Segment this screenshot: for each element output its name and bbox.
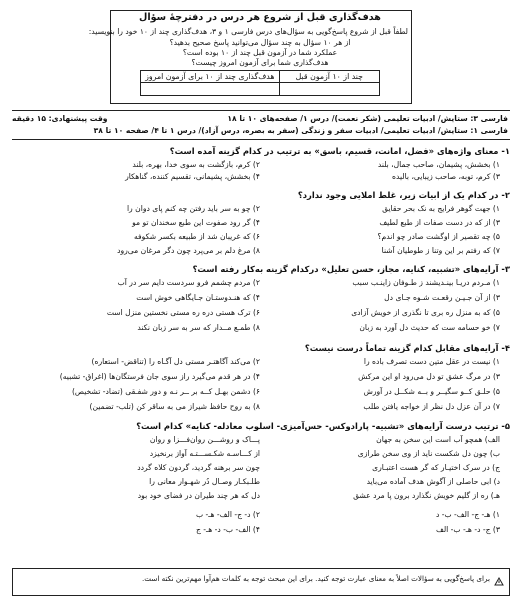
divider-info: [12, 139, 510, 140]
question-4-stem: ۴- آرایه‌های مقابل کدام گزینه تماماً درست نیست؟: [304, 343, 510, 353]
question-4-option-3b: ۶) دشمن بهـل کــه بر ــر نـه و دور شفـقی (تضاد- تشخیص): [71, 387, 260, 396]
question-3-option-1[interactable]: ۱) مـردم دریـا بینـدیشند ز طـوفان زاینـب سبب: [352, 278, 500, 287]
question-1-option-1[interactable]: ۱) بخشش، پشیمان، صاحب جمال، بلند: [377, 160, 500, 169]
question-4-option-2b: ۴) در هر قدم می‌گیرد راز سوی جان فرستگان‌ها (اغراق- تشبیه): [59, 372, 260, 381]
question-4-option-2[interactable]: ۳) در مرگ عشق تو دل می‌رود او این مرکش: [358, 372, 500, 381]
question-2-stem: ۲- در کدام یک از ابیات زیر، غلط املایی وجود ندارد؟: [297, 190, 510, 200]
divider-top: [12, 110, 510, 111]
info-icon: [494, 572, 504, 582]
goal-setting-title: هدف‌گذاری قبل از شروع هر درس در دفترچهٔ سؤال: [139, 12, 381, 23]
question-1-option-3[interactable]: ۳) کرم، توبه، صاحب زیبایی، بالیده: [392, 172, 500, 181]
question-5-answer-2[interactable]: ۲) د- ج- الف- هـ- ب: [195, 510, 260, 519]
question-1-stem: ۱- معنای واژه‌های «فضل، امانت، قسیم، باسق» به ترتیب در کدام گزینه آمده است؟: [169, 146, 510, 156]
question-2-option-4[interactable]: ۷) که رفتم بر این وتنا ز طوطیان آشنا: [381, 246, 500, 255]
question-3-stem: ۳- آرایه‌های «تشبیه، کنایه، مجاز، حسن تعلیل» درکدام گزینه به‌کار رفته است؟: [192, 264, 510, 274]
goal-table: [140, 70, 380, 96]
question-1-option-4[interactable]: ۴) بخشش، پشیمانی، تقسیم کننده، گناهکار: [125, 172, 260, 181]
question-5-verse-d1: د) ابی حاصلی از آگوش هدف آماده می‌باید: [366, 477, 500, 486]
goal-setting-intro: لطفاً قبل از شروع پاسخ‌گویی به سؤال‌های درس فارسی ۱ و ۳، هدف‌گذاری چند از ۱۰ خود را بنویسید:: [88, 27, 408, 36]
goal-setting-question-2: عملکرد شما در آزمون قبل چند از ۱۰ بوده است؟: [182, 48, 338, 57]
question-3-option-2[interactable]: ۳) از آن جـیـن رقعـت شـوه جـای دل: [384, 293, 500, 302]
question-3-option-3b: ۶) ترک هستی دره ره مستی نخستین منزل است: [106, 308, 260, 317]
question-4-option-4b: ۸) به روح حافظ شیراز می به ساقر کن (تلب- تضمین): [89, 402, 260, 411]
question-5-verse-a1: الف) همچو آب است این سخن به جهان: [376, 435, 500, 444]
footer-note: برای پاسخ‌گویی به سؤالات اصلاً به معنای عبارت توجه کنید. برای این مبحث توجه به کلمات هم‌آوا مهم‌ترین نکته است.: [141, 574, 490, 583]
question-2-option-2b: ۴) گر رود صفوت این طبع سخندان تو مو: [132, 218, 260, 227]
question-5-answer-3[interactable]: ۳) ج- د- هـ- ب- الف: [435, 525, 500, 534]
question-5-verse-e2: دل که هر چند طیران در فضای خود بود: [137, 491, 260, 500]
goal-setting-question-1: از هر ۱۰ سؤال به چند سؤال می‌توانید پاسخ صحیح بدهید؟: [169, 38, 351, 47]
question-2-option-1[interactable]: ۱) جهت گوهر فرایج به نک بحر حقایق: [382, 204, 500, 213]
goal-table-header-previous: چند از ۱۰ آزمون قبل: [279, 71, 379, 83]
question-5-verse-e1: هـ) ره از گلیم خویش نگذارد برون پا مرد عشق: [353, 491, 500, 500]
question-5-verse-a2: پـــاک و روشـــن روان‌فـــزا و روان: [149, 435, 260, 444]
question-1-option-2[interactable]: ۲) کرم، بازگشت به سوی خدا، بهره، بلند: [132, 160, 260, 169]
question-3-option-4[interactable]: ۷) خو حسامه ست که حدیث دل آورد به زبان: [359, 323, 500, 332]
course-info-line-2: فارسی ۱: ستایش/ ادبیات تعلیمی/ ادبیات سفر و زندگی (سفر به بصره، درس آزاد)/ درس ۱ تا ۴/ صفحه ۱۰ تا ۳۸: [93, 126, 508, 135]
goal-setting-question-3: هدف‌گذاری شما برای آزمون امروز چیست؟: [191, 58, 329, 67]
question-4-option-1b: ۲) می‌کند آگاهتـر مستی دل آگـاه را (تناقض- استعاره): [91, 357, 260, 366]
question-5-answer-1[interactable]: ۱) هـ- ج- الف- ب- د: [435, 510, 500, 519]
question-5-answer-4[interactable]: ۴) الف- ب- د- هـ- ج: [195, 525, 260, 534]
question-5-verse-b2: از کـــاسـه شکـســـتـه آواز برنخیزد: [149, 449, 260, 458]
question-5-stem: ۵- ترتیب درست آرایه‌های «تشبیه- پارادوکس- حس‌آمیزی- اسلوب معادله- کنایه» کدام است؟: [136, 421, 510, 431]
course-info-line-1: فارسی ۳: ستایش/ ادبیات تعلیمی (شکر نعمت)/ درس ۱/ صفحه‌های ۱۰ تا ۱۸: [227, 114, 508, 123]
goal-table-header-today: هدف‌گذاری چند از ۱۰ برای آزمون امروز: [141, 71, 280, 83]
question-4-option-3[interactable]: ۵) حلـق کــو سگیــر و بــه شکــل در آورش: [363, 387, 500, 396]
question-4-option-4[interactable]: ۷) در آن عزل دل نظر از خواجه یافتن طلب: [363, 402, 500, 411]
question-3-option-4b: ۸) طمـع مــدار که سر به سر زبان نکند: [137, 323, 260, 332]
question-5-verse-c2: چون سر برهنه گردید، گردون کلاه گردد: [137, 463, 260, 472]
question-3-option-1b: ۲) مردم چشمم فرو سردست دایم سر در آب: [117, 278, 260, 287]
question-5-verse-d2: طلـبکـار وصـال دُر شهـوار معانی را: [149, 477, 260, 486]
goal-table-cell-today[interactable]: [141, 83, 280, 96]
question-2-option-2[interactable]: ۳) از که در دست صفات از طبع لطیف: [379, 218, 500, 227]
question-2-option-1b: ۲) چو به سر باید رفتن چه کنم پای دوان را: [126, 204, 260, 213]
question-2-option-3b: ۶) که غریبان شد از طبیعه بکسر شکوفه: [133, 232, 260, 241]
question-4-option-1[interactable]: ۱) نیست در عقل متین دست تصرف باده را: [363, 357, 500, 366]
question-3-option-3[interactable]: ۵) که به منزل ره بری تا نگذری از خویش آزادی: [351, 308, 500, 317]
suggested-time: وقت پیشنهادی: ۱۵ دقیقه: [12, 114, 108, 123]
question-2-option-3[interactable]: ۵) چه تقصیر از اوگشت صادر چو اندم؟: [377, 232, 500, 241]
question-2-option-4b: ۸) مرغ دلم بر می‌پرد چون دگر مرغان می‌رود: [117, 246, 260, 255]
question-5-verse-b1: ب) چون دل شکست ناید از وی سخن طرازی: [357, 449, 500, 458]
goal-table-cell-previous[interactable]: [279, 83, 379, 96]
question-3-option-2b: ۴) که هنـدوستـان جـایگاهی خوش است: [136, 293, 260, 302]
question-5-verse-c1: ج) در سرک اختیـار که گر هست اعتبـاری: [372, 463, 500, 472]
